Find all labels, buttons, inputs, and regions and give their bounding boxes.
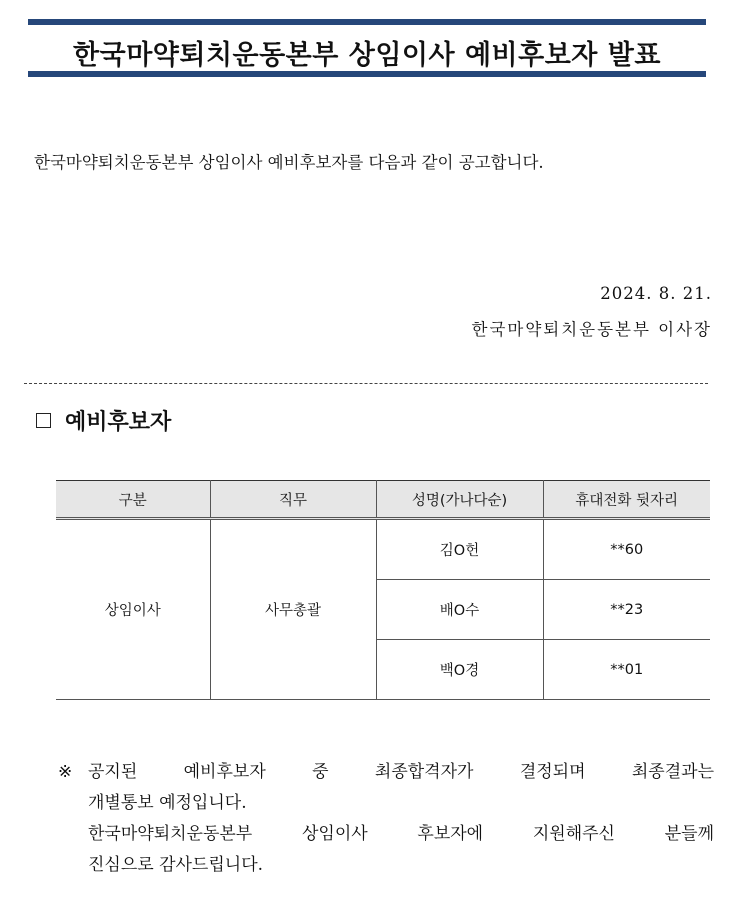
header-phone: 휴대전화 뒷자리 (543, 481, 710, 519)
notice-line: 공지된 예비후보자 중 최종합격자가 결정되며 최종결과는 (88, 762, 714, 782)
page-title: 한국마약퇴치운동본부 상임이사 예비후보자 발표 (73, 40, 661, 71)
reference-mark-icon: ※ (58, 762, 73, 782)
header-duty: 직무 (210, 481, 376, 519)
title-banner (28, 19, 706, 77)
cell-name: 김O헌 (376, 519, 543, 580)
notice-line: 개별통보 예정입니다. (88, 793, 247, 813)
cell-phone: **01 (543, 640, 710, 700)
table-row (56, 519, 710, 580)
issuer-name: 한국마약퇴치운동본부 이사장 (471, 320, 712, 339)
candidate-table (56, 480, 710, 700)
intro-text: 한국마약퇴치운동본부 상임이사 예비후보자를 다음과 같이 공고합니다. (34, 153, 544, 172)
section-heading (36, 405, 171, 436)
cell-phone: **60 (543, 519, 710, 580)
notice-line: 한국마약퇴치운동본부 상임이사 후보자에 지원해주신 분들께 (88, 824, 714, 844)
announcement-date: 2024. 8. 21. (600, 284, 712, 303)
header-category: 구분 (56, 481, 210, 519)
cell-phone: **23 (543, 580, 710, 640)
cell-duty: 사무총괄 (210, 519, 376, 700)
table-header-row (56, 481, 710, 519)
header-name: 성명(가나다순) (376, 481, 543, 519)
dashed-divider (24, 383, 708, 384)
cell-category: 상임이사 (56, 519, 210, 700)
checkbox-square-icon (36, 413, 51, 428)
notice-block (58, 757, 714, 881)
notice-line: 진심으로 감사드립니다. (88, 855, 264, 875)
cell-name: 배O수 (376, 580, 543, 640)
section-title: 예비후보자 (65, 410, 172, 435)
cell-name: 백O경 (376, 640, 543, 700)
